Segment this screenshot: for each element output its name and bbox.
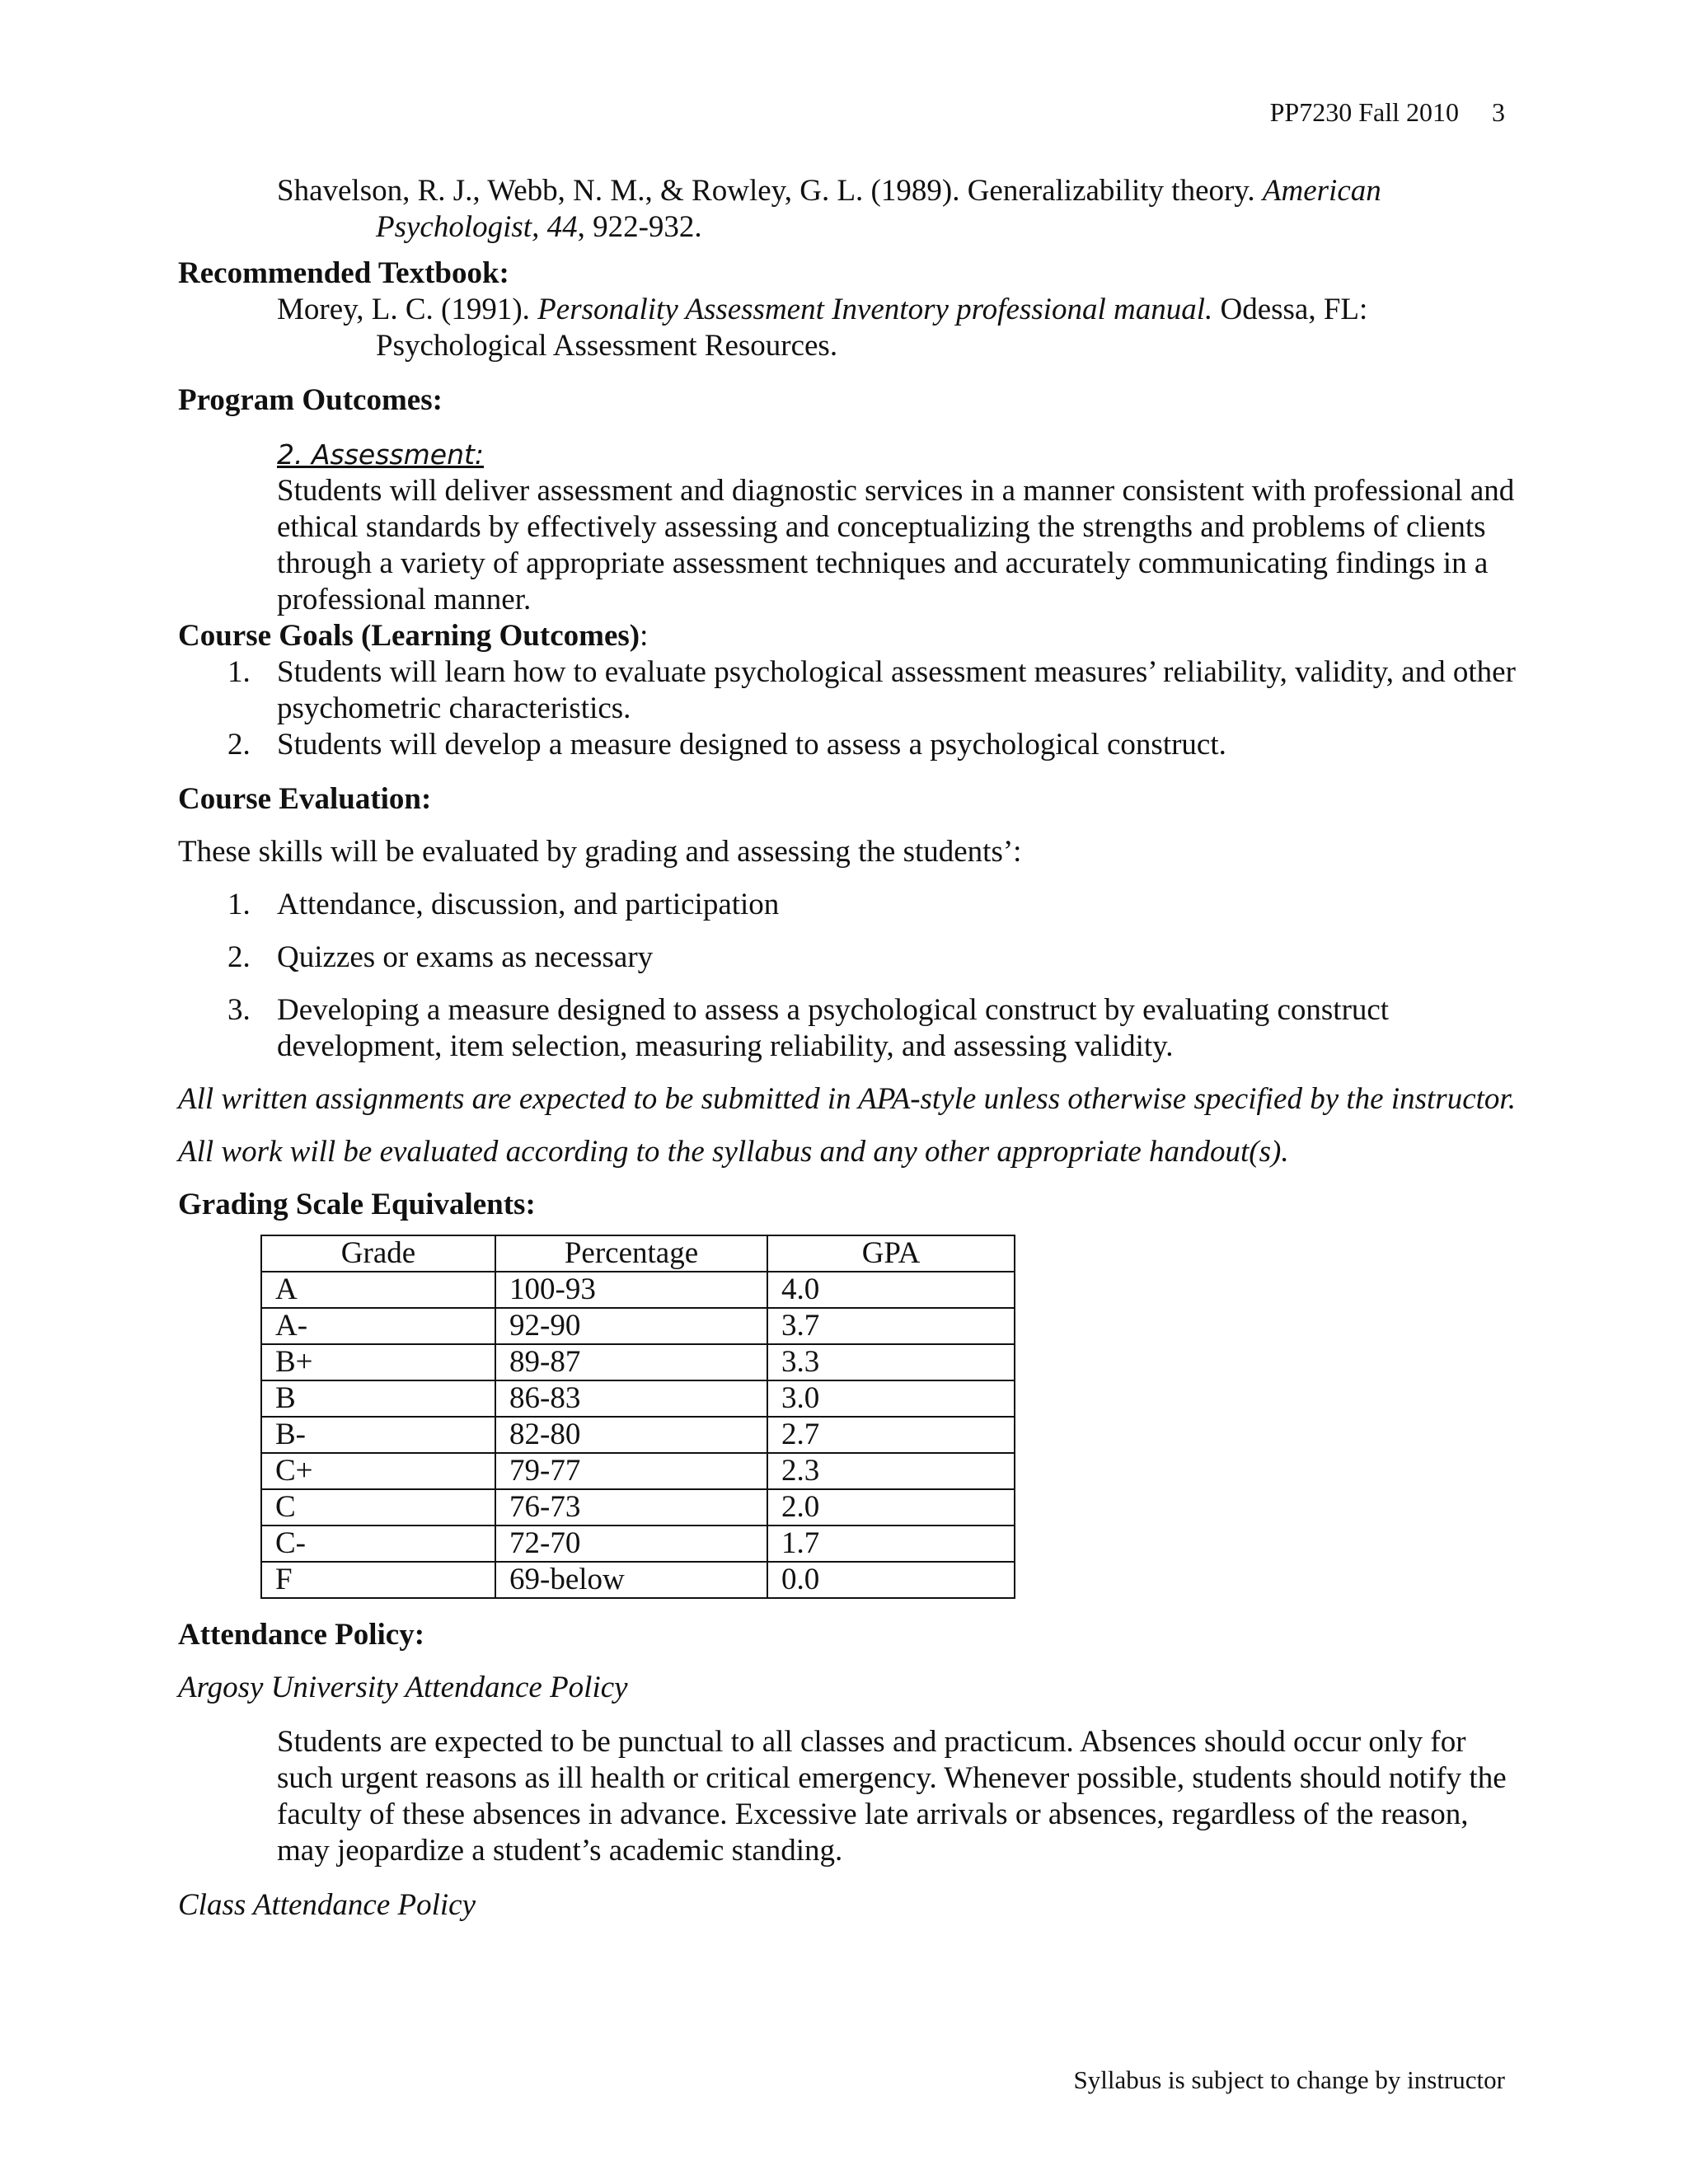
work-note: All work will be evaluated according to the syllabus and any other appropriate handout(s). [178,1135,1289,1169]
column-header: Grade [261,1235,495,1272]
evaluation-list [178,887,1522,1065]
document-body [178,173,1522,1924]
table-row: B+ 89-87 3.3 [261,1344,1015,1380]
column-header: Percentage [495,1235,767,1272]
table-row: B 86-83 3.0 [261,1380,1015,1417]
course-goals-heading: Course Goals (Learning Outcomes): [178,619,649,653]
table-row: A 100-93 4.0 [261,1272,1015,1308]
evaluation-intro: These skills will be evaluated by grading and assessing the students’: [178,835,1022,869]
outcome-text: Students will deliver assessment and diagnostic services in a manner consistent with professional and ethical standards by effectively assessing and conceptualizing the strengths and problems of clients through a variety of appropriate assessment techniques and accurately communicating findings in a professional manner. [277,474,1515,616]
recommended-textbook-heading: Recommended Textbook: [178,256,509,290]
table-row: C- 72-70 1.7 [261,1526,1015,1562]
table-row: A- 92-90 3.7 [261,1308,1015,1344]
program-outcome [277,437,1522,618]
list-item: 1. Students will learn how to evaluate psychological assessment measures’ reliability, validity, and other psychometric characteristics. [227,655,1516,725]
apa-note: All written assignments are expected to be submitted in APA-style unless otherwise specified by the instructor. [178,1082,1516,1116]
attendance-policy-heading: Attendance Policy: [178,1618,425,1652]
outcome-title: 2. Assessment: [277,438,485,471]
program-outcomes-heading: Program Outcomes: [178,383,443,417]
table-header-row [261,1235,1015,1272]
column-header: GPA [767,1235,1015,1272]
attendance-text: Students are expected to be punctual to all classes and practicum. Absences should occur only for such urgent reasons as ill health or critical emergency. Whenever possible, students should notify the faculty of these absences in advance. Excessive late arrivals or absences, regardless of the reason, may jeopardize a student’s academic standing. [277,1725,1507,1868]
list-item: 3. Developing a measure designed to assess a psychological construct by evaluating construct development, item selection, measuring reliability, and assessing validity. [227,993,1390,1063]
course-code: PP7230 Fall 2010 [1269,97,1459,127]
page-header [1270,97,1505,128]
list-item: 2. Quizzes or exams as necessary [227,940,654,974]
table-row: C+ 79-77 2.3 [261,1453,1015,1489]
page-number: 3 [1492,97,1505,127]
table-row: F 69-below 0.0 [261,1562,1015,1598]
list-item: 1. Attendance, discussion, and participation [227,888,780,921]
list-item: 2. Students will develop a measure designed to assess a psychological construct. [227,728,1226,762]
course-goals-list [178,654,1522,763]
table-row: C 76-73 2.0 [261,1489,1015,1526]
class-attendance-subheading: Class Attendance Policy [178,1888,476,1922]
reference-shavelson: Shavelson, R. J., Webb, N. M., & Rowley, G. L. (1989). Generalizability theory. American Psychologist, 44, 922-932. [277,174,1381,244]
grading-scale-heading: Grading Scale Equivalents: [178,1188,536,1221]
recommended-textbook-reference: Morey, L. C. (1991). Personality Assessment Inventory professional manual. Odessa, FL: Psychological Assessment Resources. [277,293,1368,363]
page-footer: Syllabus is subject to change by instructor [1073,2065,1505,2094]
grading-table [260,1235,1015,1599]
university-attendance-subheading: Argosy University Attendance Policy [178,1671,628,1704]
course-evaluation-heading: Course Evaluation: [178,782,432,816]
table-row: B- 82-80 2.7 [261,1417,1015,1453]
